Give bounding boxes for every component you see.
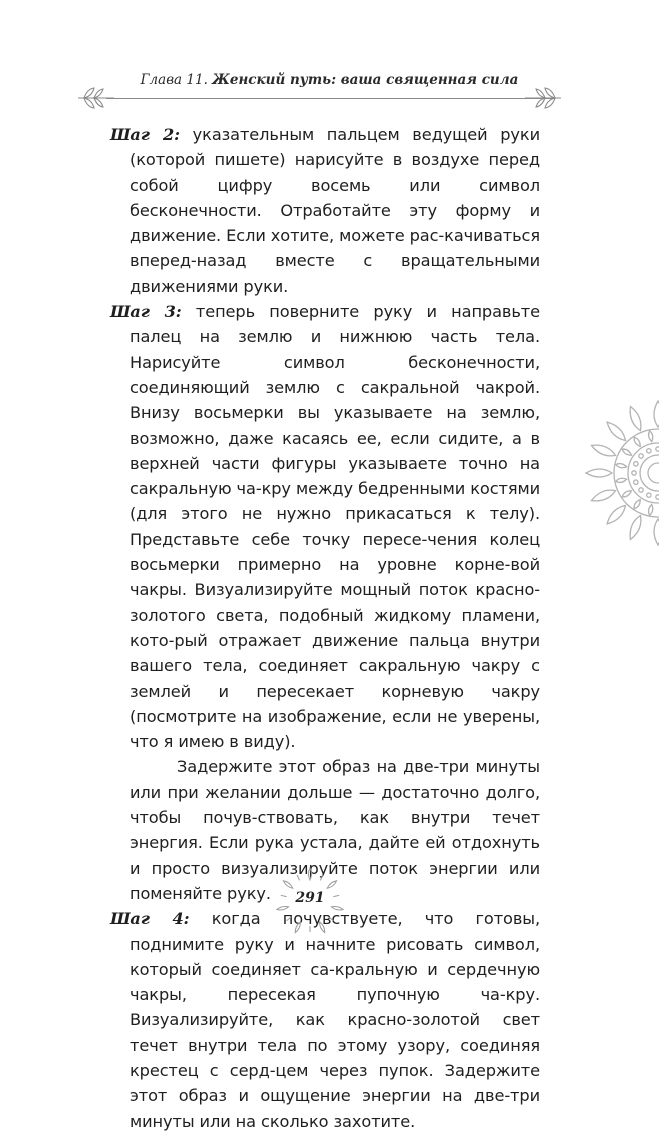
step-4-label: Шаг 4:	[110, 909, 190, 929]
step-4-text: когда почувствуете, что готовы, поднимите руку и начните рисовать символ, который соединяет са-кральную и сердечную чакры, пересекая пупочную ча-кру. Визуализируйте, как красно-золотой свет течет внутри тела по этому узору, соединяя крестец с серд-цем через пупок. Задержите этот образ и ощущение энергии на две-три минуты или на сколько захотите.	[130, 909, 541, 1131]
page-footer	[265, 862, 355, 942]
step-3-text: теперь поверните руку и направьте палец на землю и нижнюю часть тела. Нарисуйте символ бесконечности, соединяющий землю с сакральной чакрой. Внизу восьмерки вы указываете на землю, возможно, даже касаясь ее, если сидите, а в верхней части фигуры указываете точно на сакральную ча-кру между бедренными костями (для этого не нужно прикасаться к телу). Представьте себе точку пересе-чения колец восьмерки примерно на уровне корне-вой чакры. Визуализируйте мощный поток красно-золотого света, подобный жидкому пламени, кото-рый отражает движение пальца внутри вашего тела, соединяет сакральную чакру с землей и пересекает корневую чакру (посмотрите на изображение, если не уверены, что я имею в виду).	[130, 302, 540, 752]
step-3-paragraph	[110, 299, 540, 754]
page-body	[110, 122, 540, 1134]
step-2-paragraph	[110, 122, 540, 299]
leaf-sprig-right-icon	[523, 84, 563, 112]
page-number: 291	[295, 890, 325, 906]
step-2-text: указательным пальцем ведущей руки (которой пишете) нарисуйте в воздухе перед собой цифру восемь или символ бесконечности. Отработайте эту форму и движение. Если хотите, можете рас-качиваться вперед-назад вместе с вращательными движениями руки.	[130, 125, 540, 296]
mandala-ornament-icon	[558, 398, 659, 548]
running-header	[0, 62, 659, 122]
hold-paragraph: Задержите этот образ на две-три минуты или при желании дольше — достаточно долго, чтобы почув-ствовать, как внутри течет энергия. Если рука устала, дайте ей отдохнуть и просто визуализируйте поток энергии или поменяйте руку.	[130, 757, 540, 903]
chapter-name: Женский путь: ваша священная сила	[212, 72, 519, 88]
header-rule	[106, 98, 553, 99]
step-3-label: Шаг 3:	[110, 302, 182, 322]
step-2-label: Шаг 2:	[110, 125, 180, 144]
chapter-number: Глава 11.	[140, 72, 208, 88]
